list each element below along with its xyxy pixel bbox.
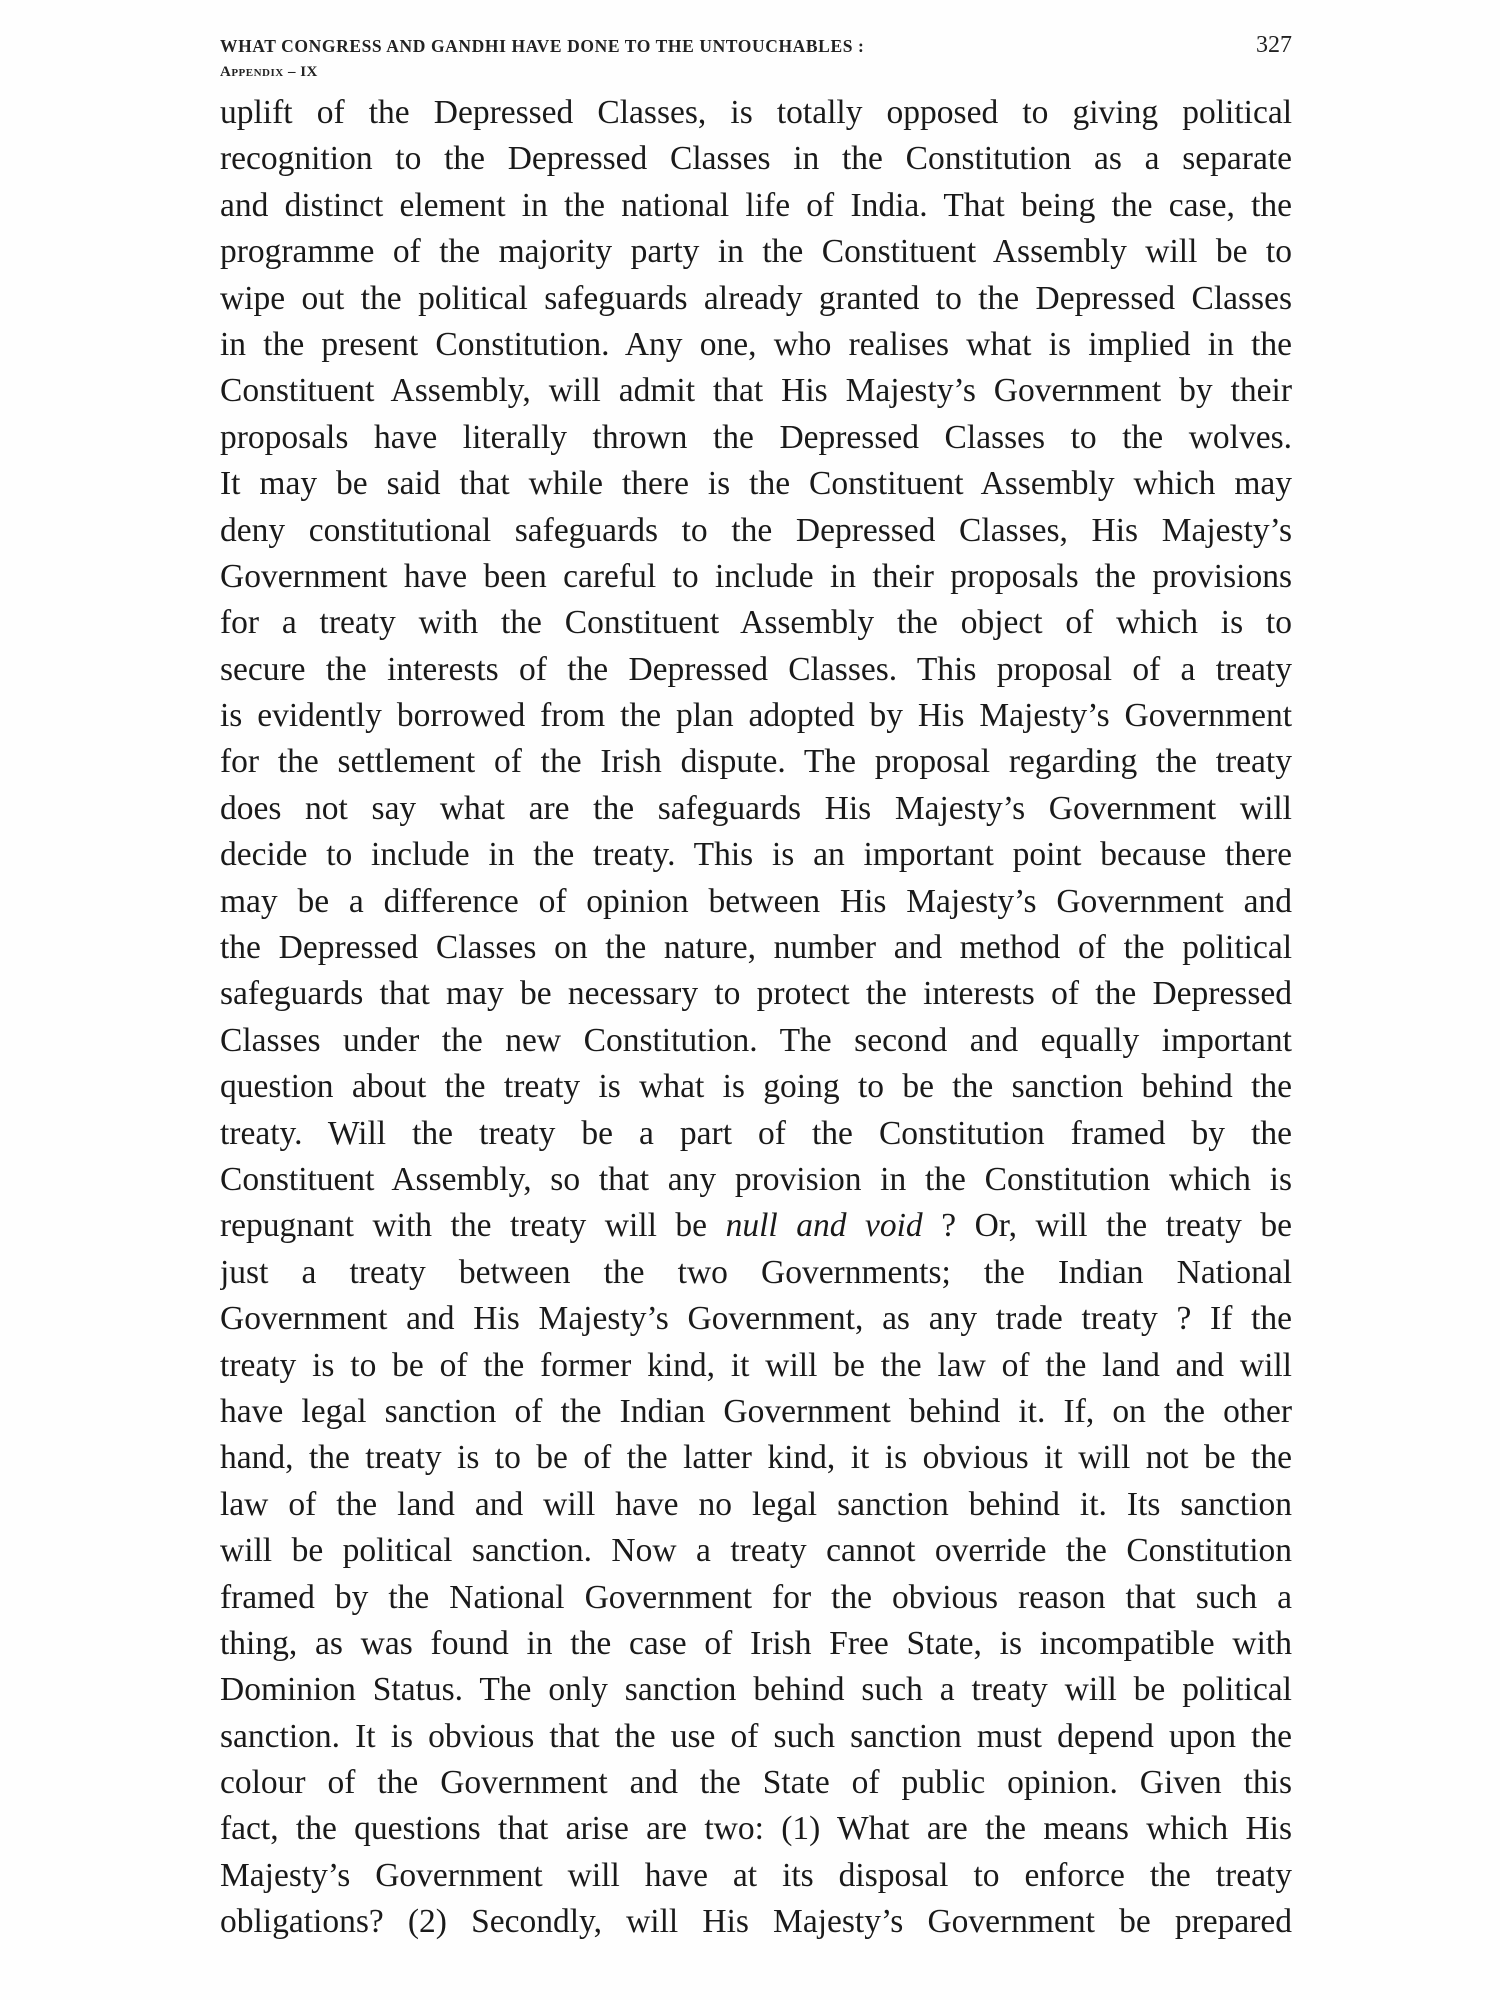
page-number: 327 <box>1256 32 1292 58</box>
text-line: Government have been careful to include in their proposals the provisions <box>220 557 1292 595</box>
text-line: programme of the majority party in the Constituent Assembly will be to <box>220 233 1292 271</box>
text-line: decide to include in the treaty. This is an important point because there <box>220 836 1292 874</box>
text-line: for the settlement of the Irish dispute. The proposal regarding the treaty <box>220 743 1292 781</box>
text-line-with-emphasis <box>220 1203 1292 1249</box>
text-line: is evidently borrowed from the plan adopted by His Majesty’s Government <box>220 697 1292 735</box>
text-line: colour of the Government and the State of public opinion. Given this <box>220 1764 1292 1802</box>
text-line: have legal sanction of the Indian Government behind it. If, on the other <box>220 1392 1292 1430</box>
text-line: treaty. Will the treaty be a part of the Constitution framed by the <box>220 1114 1292 1152</box>
text-line: fact, the questions that arise are two: (1) What are the means which His <box>220 1810 1292 1848</box>
text-line: uplift of the Depressed Classes, is totally opposed to giving political <box>220 94 1292 131</box>
text-line: treaty is to be of the former kind, it will be the law of the land and will <box>220 1346 1292 1384</box>
text-line: law of the land and will have no legal sanction behind it. Its sanction <box>220 1485 1292 1523</box>
text-line: for a treaty with the Constituent Assembly the object of which is to <box>220 604 1292 642</box>
running-head-subtitle: Appendix – IX <box>220 64 318 80</box>
text-line: proposals have literally thrown the Depressed Classes to the wolves. <box>220 418 1292 456</box>
emphasis-null-and-void: null and void <box>725 1207 923 1245</box>
text-line: Constituent Assembly, so that any provision in the Constitution which is <box>220 1160 1292 1198</box>
text-line: obligations? (2) Secondly, will His Majesty’s Government be prepared <box>220 1903 1292 1941</box>
text-line: the Depressed Classes on the nature, number and method of the political <box>220 929 1292 967</box>
text-line: wipe out the political safeguards already granted to the Depressed Classes <box>220 279 1292 317</box>
text-line: in the present Constitution. Any one, who realises what is implied in the <box>220 325 1292 363</box>
text-line: will be political sanction. Now a treaty cannot override the Constitution <box>220 1532 1292 1570</box>
text-line: deny constitutional safeguards to the Depressed Classes, His Majesty’s <box>220 511 1292 549</box>
text-line: just a treaty between the two Governments; the Indian National <box>220 1253 1292 1291</box>
text-line: sanction. It is obvious that the use of such sanction must depend upon the <box>220 1717 1292 1755</box>
body-text <box>220 90 1292 1946</box>
text-line: framed by the National Government for the obvious reason that such a <box>220 1578 1292 1616</box>
text-line: may be a difference of opinion between His Majesty’s Government and <box>220 882 1292 920</box>
text-line: safeguards that may be necessary to protect the interests of the Depressed <box>220 975 1292 1013</box>
line-segment: repugnant with the treaty will be <box>220 1207 726 1245</box>
text-line: hand, the treaty is to be of the latter kind, it is obvious it will not be the <box>220 1439 1292 1477</box>
text-line: Dominion Status. The only sanction behind such a treaty will be political <box>220 1671 1292 1709</box>
text-line: It may be said that while there is the Constituent Assembly which may <box>220 465 1292 503</box>
text-line: Majesty’s Government will have at its disposal to enforce the treaty <box>220 1856 1292 1894</box>
text-line: recognition to the Depressed Classes in the Constitution as a separate <box>220 140 1292 178</box>
line-segment: ? Or, will the treaty be <box>922 1207 1292 1245</box>
text-line: and distinct element in the national life of India. That being the case, the <box>220 186 1292 224</box>
running-head-title: WHAT CONGRESS AND GANDHI HAVE DONE TO THE UNTOUCHABLES : <box>220 36 865 56</box>
running-head <box>220 28 1292 90</box>
book-page <box>220 28 1292 1946</box>
text-line: Classes under the new Constitution. The second and equally important <box>220 1021 1292 1059</box>
text-line: question about the treaty is what is going to be the sanction behind the <box>220 1068 1292 1106</box>
text-line: does not say what are the safeguards His Majesty’s Government will <box>220 789 1292 827</box>
text-line: Constituent Assembly, will admit that His Majesty’s Government by their <box>220 372 1292 410</box>
text-line: Government and His Majesty’s Government, as any trade treaty ? If the <box>220 1300 1292 1338</box>
text-line: secure the interests of the Depressed Classes. This proposal of a treaty <box>220 650 1292 688</box>
text-line: thing, as was found in the case of Irish Free State, is incompatible with <box>220 1624 1292 1662</box>
